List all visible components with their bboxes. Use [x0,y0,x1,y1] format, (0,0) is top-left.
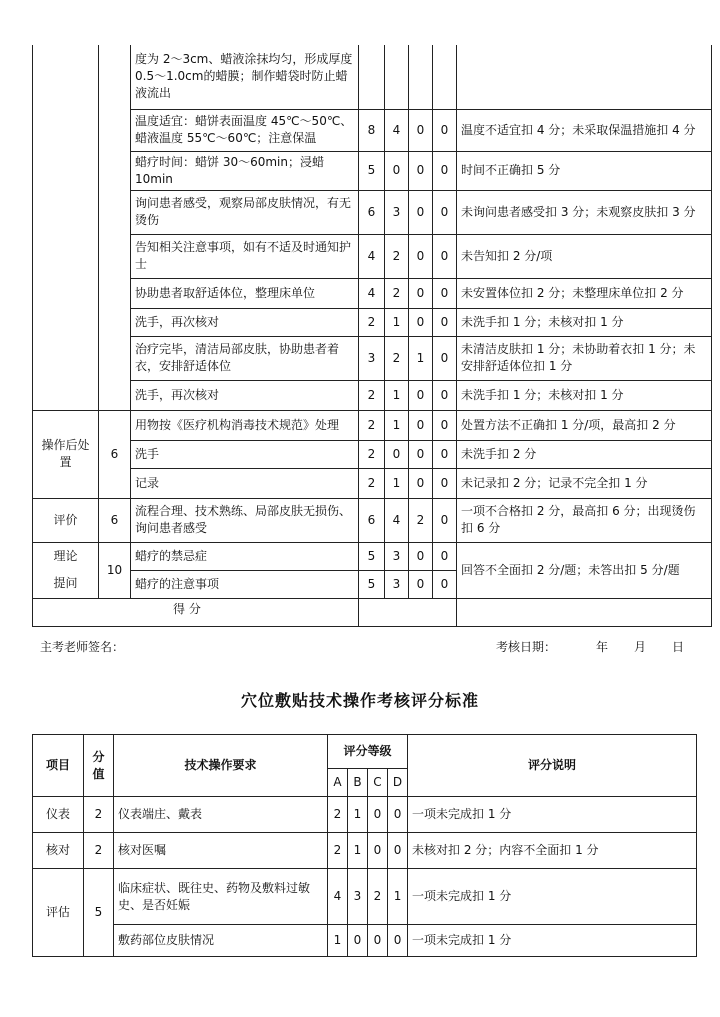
grade-c: 0 [409,190,433,234]
grade-d: 1 [388,869,408,925]
table-row [33,234,712,278]
requirement-cell: 询问患者感受，观察局部皮肤情况，有无烫伤 [131,190,359,234]
date-day: 日 [672,640,685,654]
grade-d: 0 [433,570,457,598]
note-cell: 未告知扣 2 分/项 [457,234,712,278]
requirement-cell: 核对医嘱 [114,833,328,869]
grade-c: 2 [409,498,433,542]
date-month: 月 [634,640,647,654]
grade-b: 3 [385,570,409,598]
grade-b: 2 [385,234,409,278]
theory-question-label [33,542,99,598]
grade-c: 1 [409,336,433,380]
table-row [33,833,697,869]
grade-a: 4 [359,278,385,308]
total-label: 得 分 [33,598,359,626]
grade-d: 0 [433,498,457,542]
header-requirement: 技术操作要求 [114,735,328,797]
date-year: 年 [596,640,609,654]
grade-c: 0 [409,440,433,468]
note-cell: 未洗手扣 2 分 [457,440,712,468]
note-cell: 回答不全面扣 2 分/题；未答出扣 5 分/题 [457,542,712,598]
grade-b [385,45,409,109]
grade-b: 1 [385,410,409,440]
requirement-cell: 协助患者取舒适体位，整理床单位 [131,278,359,308]
requirement-cell: 洗手，再次核对 [131,308,359,336]
requirement-cell: 告知相关注意事项，如有不适及时通知护士 [131,234,359,278]
note-cell: 一项不合格扣 2 分，最高扣 6 分；出现烫伤扣 6 分 [457,498,712,542]
grade-a: 4 [359,234,385,278]
assessment-score: 5 [84,869,114,957]
requirement-cell: 蜡疗的禁忌症 [131,542,359,570]
grade-a: 3 [359,336,385,380]
grade-c: 0 [409,308,433,336]
table-row [33,440,712,468]
exam-date-label: 考核日期： [496,640,557,654]
grade-b: 0 [348,925,368,957]
table-row [33,151,712,190]
grade-c: 0 [409,410,433,440]
header-note: 评分说明 [408,735,697,797]
requirement-cell: 洗手 [131,440,359,468]
note-cell: 一项未完成扣 1 分 [408,869,697,925]
table-row [33,542,712,570]
evaluation-label: 评价 [33,498,99,542]
note-cell: 温度不适宜扣 4 分；未采取保温措施扣 4 分 [457,109,712,151]
grade-a: 5 [359,570,385,598]
header-grade-b: B [348,769,368,797]
score-cell: 2 [84,833,114,869]
grade-d: 0 [433,234,457,278]
theory-score: 10 [99,542,131,598]
grade-b: 2 [385,278,409,308]
theory-label-line1: 理论 [53,549,78,563]
grade-a: 1 [328,925,348,957]
page-title: 穴位敷贴技术操作考核评分标准 [240,691,479,710]
grade-a: 2 [328,833,348,869]
table-row [33,190,712,234]
note-cell: 未清洁皮肤扣 1 分；未协助着衣扣 1 分；未安排舒适体位扣 1 分 [457,336,712,380]
note-cell: 时间不正确扣 5 分 [457,151,712,190]
grade-d: 0 [433,440,457,468]
table-row [33,45,712,109]
grade-d: 0 [433,468,457,498]
requirement-cell: 用物按《医疗机构消毒技术规范》处理 [131,410,359,440]
post-operation-label: 操作后处置 [33,410,99,498]
grade-c: 0 [409,278,433,308]
note-cell: 未洗手扣 1 分；未核对扣 1 分 [457,308,712,336]
item-cell: 核对 [33,833,84,869]
note-cell: 未询问患者感受扣 3 分；未观察皮肤扣 3 分 [457,190,712,234]
grade-a: 2 [359,380,385,410]
grade-c: 0 [409,570,433,598]
evaluation-score: 6 [99,498,131,542]
table-row [33,308,712,336]
table-row [33,380,712,410]
header-row [33,735,697,769]
grade-d [433,45,457,109]
grade-a [359,45,385,109]
grade-b: 2 [385,336,409,380]
grade-a: 5 [359,151,385,190]
post-operation-score: 6 [99,410,131,498]
requirement-cell: 记录 [131,468,359,498]
table-row [33,410,712,440]
grade-c [409,45,433,109]
grade-a: 2 [359,468,385,498]
note-cell: 未记录扣 2 分；记录不完全扣 1 分 [457,468,712,498]
note-cell: 未洗手扣 1 分；未核对扣 1 分 [457,380,712,410]
note-cell: 未核对扣 2 分；内容不全面扣 1 分 [408,833,697,869]
grade-b: 3 [348,869,368,925]
grade-b: 3 [385,542,409,570]
table-row [33,925,697,957]
header-item: 项目 [33,735,84,797]
grade-a: 6 [359,498,385,542]
requirement-cell: 蜡疗的注意事项 [131,570,359,598]
table-row [33,869,697,925]
table-row [33,278,712,308]
note-cell: 未安置体位扣 2 分；未整理床单位扣 2 分 [457,278,712,308]
requirement-cell: 流程合理、技术熟练、局部皮肤无损伤、询问患者感受 [131,498,359,542]
grade-d: 0 [433,151,457,190]
grade-c: 0 [368,833,388,869]
requirement-cell: 蜡疗时间：蜡饼 30～60min；浸蜡 10min [131,151,359,190]
grade-b: 1 [348,797,368,833]
note-cell: 处置方法不正确扣 1 分/项，最高扣 2 分 [457,410,712,440]
header-grade-c: C [368,769,388,797]
grade-c: 0 [409,234,433,278]
requirement-cell: 临床症状、既往史、药物及敷料过敏史、是否妊娠 [114,869,328,925]
grade-b: 1 [385,380,409,410]
grade-d: 0 [433,308,457,336]
grade-d: 0 [433,278,457,308]
grade-a: 4 [328,869,348,925]
grade-d: 0 [433,190,457,234]
score-cell: 2 [84,797,114,833]
grade-b: 3 [385,190,409,234]
grade-b: 0 [385,440,409,468]
grade-b: 0 [385,151,409,190]
table-row [33,797,697,833]
grade-b: 1 [385,468,409,498]
header-score: 分值 [84,735,114,797]
grade-b: 4 [385,498,409,542]
grade-a: 8 [359,109,385,151]
grade-a: 5 [359,542,385,570]
assessment-label: 评估 [33,869,84,957]
requirement-cell: 治疗完毕，清洁局部皮肤，协助患者着衣，安排舒适体位 [131,336,359,380]
grade-d: 0 [388,925,408,957]
grade-b: 1 [385,308,409,336]
grade-a: 6 [359,190,385,234]
grade-a: 2 [328,797,348,833]
requirement-cell: 洗手，再次核对 [131,380,359,410]
grade-a: 2 [359,410,385,440]
grade-d: 0 [388,833,408,869]
theory-label-line2: 提问 [53,576,78,590]
grade-c: 0 [409,109,433,151]
requirement-cell: 仪表端庄、戴表 [114,797,328,833]
grade-c: 0 [409,542,433,570]
requirement-cell: 温度适宜：蜡饼表面温度 45℃～50℃、蜡液温度 55℃～60℃；注意保温 [131,109,359,151]
note-cell [457,45,712,109]
requirement-cell: 度为 2～3cm、蜡液涂抹均匀，形成厚度0.5～1.0cm的蜡膜；制作蜡袋时防止蜡液流出 [131,45,359,109]
header-grade-d: D [388,769,408,797]
grade-b: 1 [348,833,368,869]
total-grade-cell [359,598,457,626]
table-row [33,468,712,498]
total-row [33,598,712,626]
grade-c: 0 [368,797,388,833]
grade-d: 0 [433,542,457,570]
grade-d: 0 [433,380,457,410]
header-grade-a: A [328,769,348,797]
total-note-cell [457,598,712,626]
header-grade: 评分等级 [328,735,408,769]
requirement-cell: 敷药部位皮肤情况 [114,925,328,957]
grade-d: 0 [433,410,457,440]
grade-c: 0 [409,151,433,190]
grade-a: 2 [359,308,385,336]
grade-d: 0 [433,109,457,151]
score-cell-continued [99,45,131,410]
wax-therapy-score-table [32,45,712,627]
table-row [33,498,712,542]
item-cell-continued [33,45,99,410]
note-cell: 一项未完成扣 1 分 [408,797,697,833]
table-row [33,336,712,380]
grade-d: 0 [433,336,457,380]
grade-c: 0 [409,380,433,410]
note-cell: 一项未完成扣 1 分 [408,925,697,957]
grade-c: 0 [409,468,433,498]
examiner-signature-label: 主考老师签名： [40,640,125,654]
grade-c: 2 [368,869,388,925]
item-cell: 仪表 [33,797,84,833]
table-row [33,109,712,151]
grade-a: 2 [359,440,385,468]
grade-d: 0 [388,797,408,833]
grade-b: 4 [385,109,409,151]
grade-c: 0 [368,925,388,957]
acupoint-application-score-table [32,734,697,957]
